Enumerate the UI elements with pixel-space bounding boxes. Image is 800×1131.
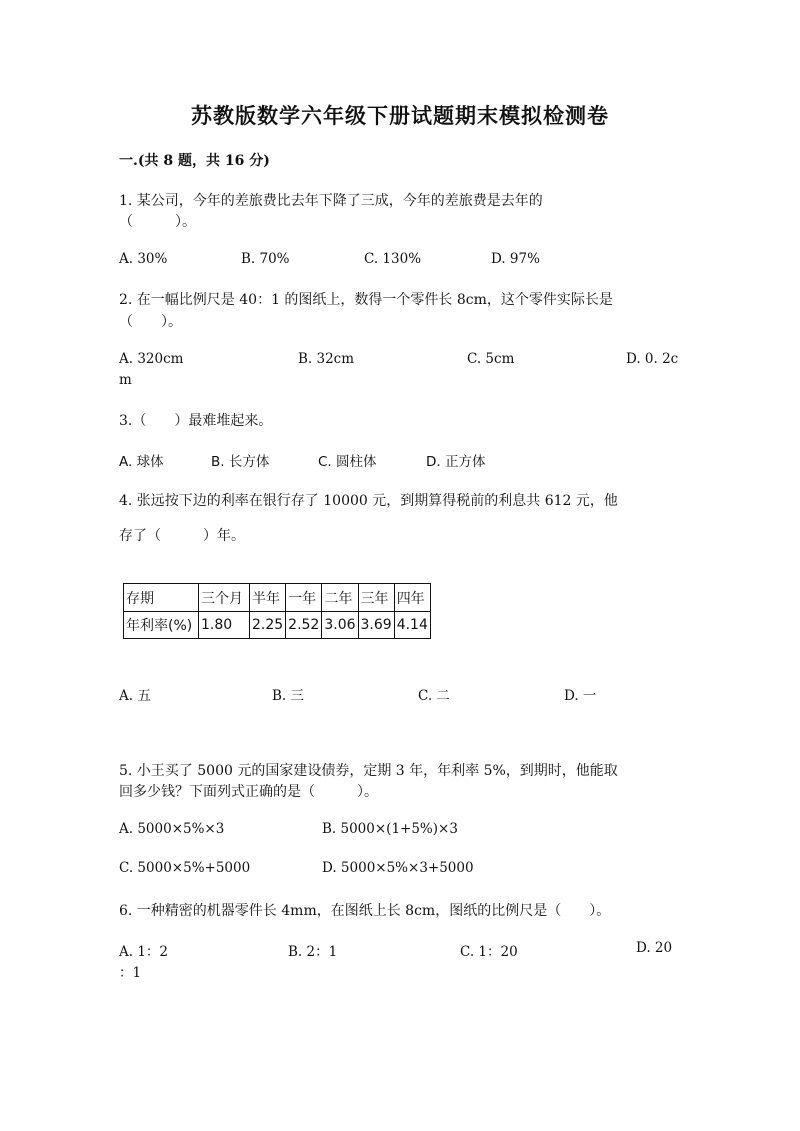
question-4-blank: 存了（ ）年。 bbox=[119, 528, 245, 544]
question-6-option-a: A. 1：2 bbox=[119, 944, 169, 960]
question-6-option-d-wrap: ：1 bbox=[119, 965, 142, 981]
table-cell: 1.80 bbox=[199, 612, 250, 639]
question-4-text: 4. 张远按下边的利率在银行存了 10000 元，到期算得税前的利息共 612 元，他 bbox=[119, 493, 618, 509]
question-5-option-b: B. 5000×(1+5%)×3 bbox=[322, 821, 458, 837]
question-2-option-a: A. 320cm bbox=[119, 351, 184, 367]
question-2-option-d-wrap: m bbox=[119, 372, 132, 388]
question-6-text: 6. 一种精密的机器零件长 4mm，在图纸上长 8cm，图纸的比例尺是（ ）。 bbox=[119, 903, 611, 919]
table-cell: 二年 bbox=[322, 584, 358, 612]
question-1-option-d: D. 97% bbox=[491, 251, 540, 267]
question-6-option-c: C. 1：20 bbox=[460, 944, 518, 960]
question-5-text: 5. 小王买了 5000 元的国家建设债券，定期 3 年，年利率 5%，到期时，他能取 bbox=[119, 763, 618, 779]
question-3-option-c: C. 圆柱体 bbox=[318, 454, 377, 470]
table-cell: 3.06 bbox=[322, 612, 358, 639]
question-1-option-c: C. 130% bbox=[364, 251, 422, 267]
question-2-blank: （ ）。 bbox=[119, 314, 182, 330]
table-cell: 3.69 bbox=[358, 612, 394, 639]
section-heading: 一.(共 8 题，共 16 分) bbox=[119, 153, 270, 169]
table-cell: 四年 bbox=[394, 584, 430, 612]
question-5-blank: 回多少钱？下面列式正确的是（ ）。 bbox=[119, 784, 378, 800]
question-1-blank: （ ）。 bbox=[119, 214, 196, 230]
question-3-text: 3.（ ）最难堆起来。 bbox=[119, 413, 273, 429]
question-4-option-a: A. 五 bbox=[119, 688, 151, 704]
question-1-option-b: B. 70% bbox=[241, 251, 290, 267]
page-title: 苏教版数学六年级下册试题期末模拟检测卷 bbox=[191, 103, 609, 128]
question-1-text: 1. 某公司，今年的差旅费比去年下降了三成，今年的差旅费是去年的 bbox=[119, 193, 543, 209]
table-header-row bbox=[124, 584, 431, 612]
table-cell: 2.52 bbox=[286, 612, 322, 639]
interest-rate-table bbox=[123, 583, 431, 639]
table-cell: 一年 bbox=[286, 584, 322, 612]
table-cell: 三年 bbox=[358, 584, 394, 612]
question-2-option-d: D. 0. 2c bbox=[626, 351, 679, 367]
question-3-option-b: B. 长方体 bbox=[211, 454, 270, 470]
table-cell: 半年 bbox=[250, 584, 286, 612]
table-cell: 年利率(%) bbox=[124, 612, 199, 639]
question-2-text: 2. 在一幅比例尺是 40：1 的图纸上，数得一个零件长 8cm，这个零件实际长是 bbox=[119, 292, 613, 308]
question-2-option-c: C. 5cm bbox=[467, 351, 515, 367]
question-4-option-b: B. 三 bbox=[272, 688, 305, 704]
question-2-option-b: B. 32cm bbox=[298, 351, 355, 367]
table-cell: 三个月 bbox=[199, 584, 250, 612]
question-6-option-b: B. 2：1 bbox=[288, 944, 338, 960]
question-4-option-c: C. 二 bbox=[418, 688, 450, 704]
question-6-option-d: D. 20 bbox=[636, 940, 673, 956]
question-5-option-a: A. 5000×5%×3 bbox=[119, 821, 225, 837]
question-3-option-a: A. 球体 bbox=[119, 454, 164, 470]
question-1-option-a: A. 30% bbox=[119, 251, 168, 267]
question-5-option-d: D. 5000×5%×3+5000 bbox=[322, 860, 474, 876]
question-3-option-d: D. 正方体 bbox=[426, 454, 486, 470]
question-4-option-d: D. 一 bbox=[564, 688, 597, 704]
table-row bbox=[124, 612, 431, 639]
table-cell: 4.14 bbox=[394, 612, 430, 639]
table-cell: 存期 bbox=[124, 584, 199, 612]
question-5-option-c: C. 5000×5%+5000 bbox=[119, 860, 251, 876]
table-cell: 2.25 bbox=[250, 612, 286, 639]
